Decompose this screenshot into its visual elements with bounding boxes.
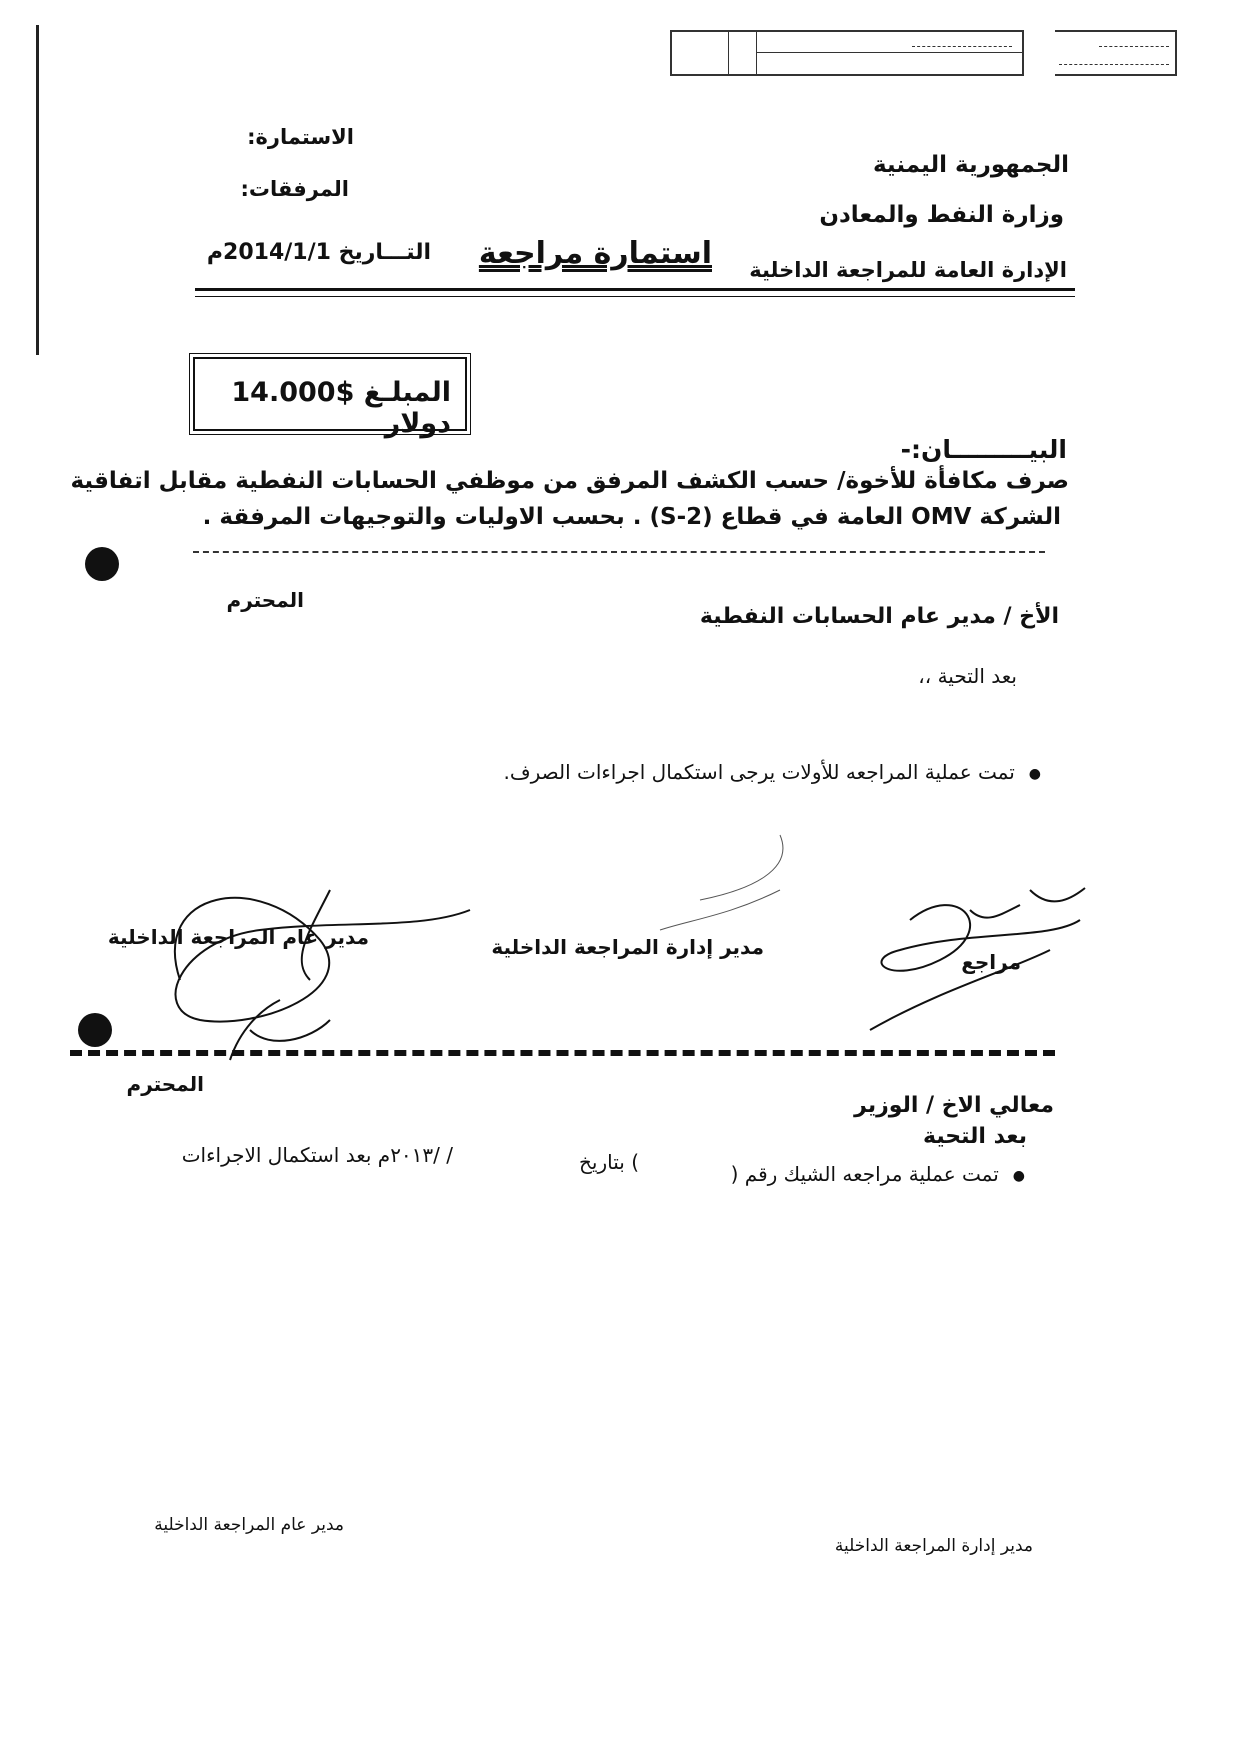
memo1-greeting: بعد التحية ،، — [918, 664, 1017, 688]
statement-line-2: الشركة OMV العامة في قطاع (S-2) . بحسب الاوليات والتوجيهات المرفقة . — [202, 504, 1061, 530]
general-manager-label-1: مدير عام المراجعة الداخلية — [107, 925, 369, 949]
statement-line-1: صرف مكافأة للأخوة/ حسب الكشف المرفق من موظفي الحسابات النفطية مقابل اتفاقية — [70, 468, 1069, 494]
department-name: الإدارة العامة للمراجعة الداخلية — [749, 258, 1067, 282]
memo2-greeting: بعد التحية — [922, 1124, 1027, 1149]
punch-hole-2 — [78, 1013, 112, 1047]
margin-line — [36, 25, 39, 355]
amount-box — [193, 357, 467, 439]
dept-manager-label-2: مدير إدارة المراجعة الداخلية — [834, 1536, 1033, 1556]
memo2-check-date: ) بتاريخ — [579, 1150, 639, 1174]
memo2-recipient: معالي الاخ / الوزير — [854, 1093, 1054, 1118]
general-manager-signature — [140, 870, 500, 1080]
ministry-name: وزارة النفط والمعادن — [819, 202, 1064, 228]
reviewer-label: مراجع — [961, 950, 1021, 974]
punch-hole — [85, 547, 119, 581]
form-label: الاستمارة: — [247, 125, 354, 149]
memo2-honorific: المحترم — [126, 1072, 204, 1096]
general-manager-label-2: مدير عام المراجعة الداخلية — [154, 1515, 344, 1535]
country-name: الجمهورية اليمنية — [872, 152, 1069, 178]
reviewer-signature — [850, 880, 1100, 1050]
registry-stamp — [670, 30, 1024, 76]
dept-manager-label-1: مدير إدارة المراجعة الداخلية — [491, 935, 764, 959]
attachments-label: المرفقات: — [240, 177, 349, 201]
memo1-note: ● تمت عملية المراجعه للأولات يرجى استكمال اجراءات الصرف. — [504, 760, 1041, 784]
header-divider-thin — [195, 296, 1075, 297]
header-divider — [195, 288, 1075, 291]
memo1-recipient: الأخ / مدير عام الحسابات النفطية — [699, 604, 1059, 629]
section-divider — [70, 1050, 1055, 1056]
registry-stamp-number — [1055, 30, 1177, 76]
memo2-check-tail: / /٢٠١٣م بعد استكمال الاجراءات — [181, 1143, 453, 1167]
statement-divider — [193, 551, 1045, 553]
form-date: التـــاريخ 2014/1/1م — [206, 240, 431, 265]
amount-value: المبلـغ $14.000 دولار — [231, 377, 451, 439]
memo1-honorific: المحترم — [226, 588, 304, 612]
statement-label: البيـــــــــان:- — [900, 435, 1067, 464]
memo2-check-note: ● تمت عملية مراجعه الشيك رقم ( — [731, 1162, 1025, 1186]
form-title: استمارة مراجعة — [478, 236, 712, 271]
